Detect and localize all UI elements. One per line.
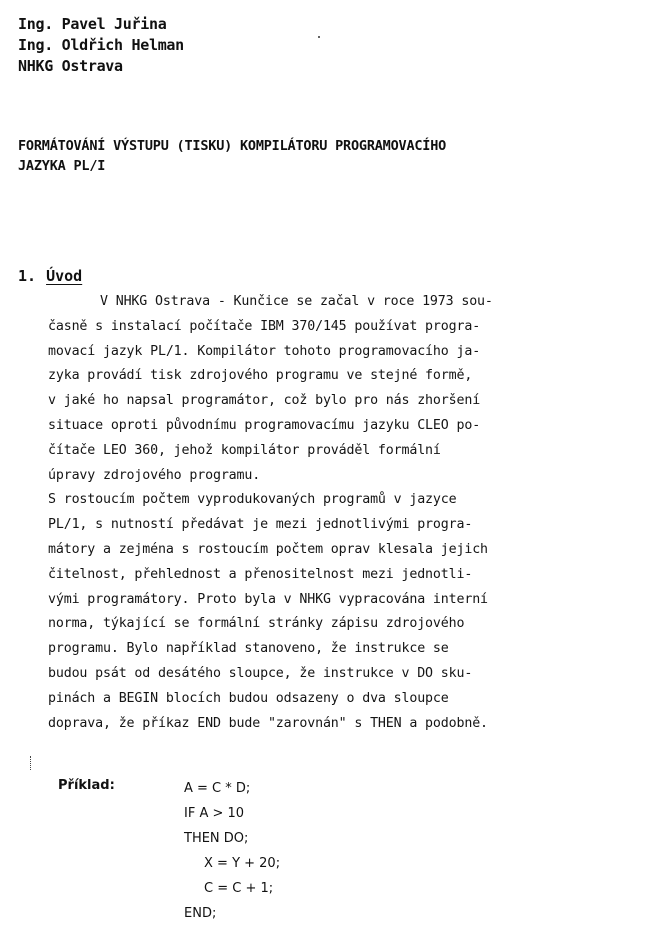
code-line: A = C * D; [184,781,251,796]
document-title [18,136,446,176]
body-line: doprava, že příkaz END bude "zarovnán" s THEN a podobně. [48,715,488,731]
body-line: S rostoucím počtem vyprodukovaných programů v jazyce [48,492,457,508]
body-line: PL/1, s nutností předávat je mezi jednotlivými progra- [48,517,473,533]
title-line-2: JAZYKA PL/I [18,158,106,174]
body-line: pinách a BEGIN blocích budou odsazeny o dva sloupce [48,690,449,706]
body-line: norma, týkající se formální stránky zápisu zdrojového [48,616,465,632]
author-block [18,14,184,77]
code-example [184,776,280,926]
body-line: mátory a zejména s rostoucím počtem oprav klesala jejich [48,541,488,557]
body-line: movací jazyk PL/1. Kompilátor tohoto programovacího ja- [48,343,481,359]
title-line-1: FORMÁTOVÁNÍ VÝSTUPU (TISKU) KOMPILÁTORU PROGRAMOVACÍHO [18,138,447,154]
code-line: THEN DO; [184,831,249,846]
body-line: čitelnost, přehlednost a přenositelnost mezi jednotli- [48,566,473,582]
example-label: Příklad: [58,778,115,793]
body-text [48,290,493,736]
body-line: programu. Bylo například stanoveno, že instrukce se [48,641,449,657]
scan-speck [318,36,320,38]
body-line: V NHKG Ostrava - Kunčice se začal v roce 1973 sou- [100,294,493,309]
section-number: 1. [18,267,37,285]
code-line: END; [184,906,217,921]
section-title: Úvod [46,267,83,285]
body-line: časně s instalací počítače IBM 370/145 používat progra- [48,318,481,334]
body-line: budou psát od desátého sloupce, že instrukce v DO sku- [48,665,473,681]
body-line: v jaké ho napsal programátor, což bylo pro nás zhoršení [48,393,481,409]
author-1: Ing. Pavel Juřina [18,15,167,33]
body-line: čítače LEO 360, jehož kompilátor prováděl formální [48,442,441,458]
code-line: C = C + 1; [204,881,274,896]
code-line: X = Y + 20; [204,856,281,871]
body-line: zyka provádí tisk zdrojového programu ve stejné formě, [48,368,473,384]
organization: NHKG Ostrava [18,57,123,75]
author-2: Ing. Oldřich Helman [18,36,184,54]
body-line: úpravy zdrojového programu. [48,467,261,483]
section-heading [18,266,82,286]
body-line: situace oproti původnímu programovacímu jazyku CLEO po- [48,417,481,433]
margin-mark [30,756,33,770]
code-line: IF A > 10 [184,806,245,821]
body-line: vými programátory. Proto byla v NHKG vypracována interní [48,591,488,607]
